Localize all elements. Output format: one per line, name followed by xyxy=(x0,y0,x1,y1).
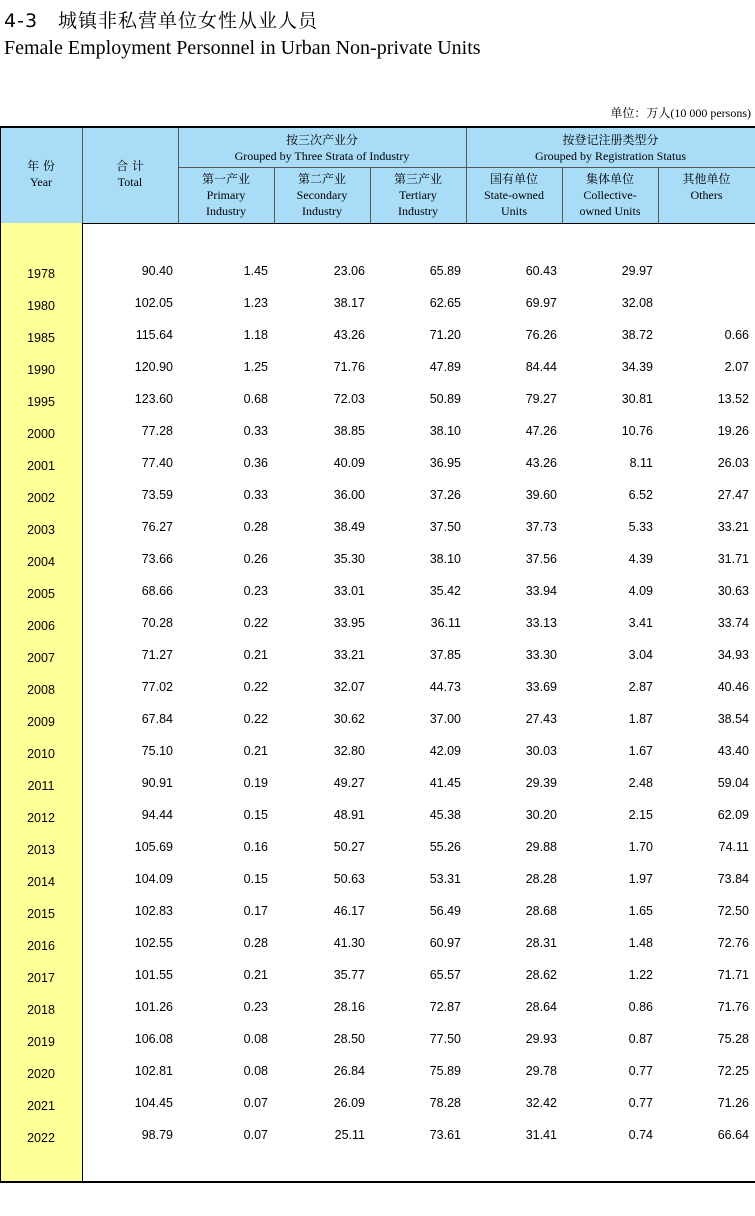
primary-cell: 0.22 xyxy=(243,712,268,726)
tertiary-cell: 35.42 xyxy=(429,584,461,598)
collective-cell: 0.87 xyxy=(628,1032,653,1046)
others-cell: 38.54 xyxy=(717,712,749,726)
header-collective xyxy=(562,171,658,219)
state-owned-cell: 33.30 xyxy=(525,648,557,662)
secondary-cell: 33.21 xyxy=(333,648,365,662)
collective-cell: 5.33 xyxy=(628,520,653,534)
table-row xyxy=(0,360,755,392)
table-row xyxy=(0,392,755,424)
secondary-cell: 38.49 xyxy=(333,520,365,534)
tertiary-cell: 62.65 xyxy=(429,296,461,310)
header-state-en: Units xyxy=(500,204,527,218)
primary-cell: 0.07 xyxy=(243,1128,268,1142)
secondary-cell: 38.85 xyxy=(333,424,365,438)
total-cell: 76.27 xyxy=(141,520,173,534)
state-owned-cell: 79.27 xyxy=(525,392,557,406)
header-year xyxy=(0,158,82,190)
others-cell: 33.74 xyxy=(717,616,749,630)
secondary-cell: 23.06 xyxy=(333,264,365,278)
primary-cell: 0.23 xyxy=(243,1000,268,1014)
table-row xyxy=(0,552,755,584)
table-row xyxy=(0,872,755,904)
collective-cell: 1.65 xyxy=(628,904,653,918)
collective-cell: 1.48 xyxy=(628,936,653,950)
collective-cell: 29.97 xyxy=(621,264,653,278)
others-cell: 30.63 xyxy=(717,584,749,598)
table-header xyxy=(0,128,755,223)
year-cell: 1990 xyxy=(27,363,55,377)
tertiary-cell: 56.49 xyxy=(429,904,461,918)
unit-note-english: (10 000 persons) xyxy=(670,106,751,120)
primary-cell: 0.07 xyxy=(243,1096,268,1110)
total-cell: 102.81 xyxy=(134,1064,173,1078)
total-cell: 102.83 xyxy=(134,904,173,918)
primary-cell: 1.45 xyxy=(243,264,268,278)
unit-note xyxy=(610,104,751,121)
header-others-cn: 其他单位 xyxy=(682,172,731,186)
others-cell: 26.03 xyxy=(717,456,749,470)
primary-cell: 0.08 xyxy=(243,1032,268,1046)
state-owned-cell: 33.94 xyxy=(525,584,557,598)
primary-cell: 0.15 xyxy=(243,872,268,886)
collective-cell: 2.87 xyxy=(628,680,653,694)
secondary-cell: 26.84 xyxy=(333,1064,365,1078)
table-row xyxy=(0,1032,755,1064)
year-cell: 2008 xyxy=(27,683,55,697)
table-row xyxy=(0,264,755,296)
total-cell: 77.02 xyxy=(141,680,173,694)
state-owned-cell: 29.93 xyxy=(525,1032,557,1046)
year-cell: 2001 xyxy=(27,459,55,473)
table-row xyxy=(0,456,755,488)
collective-cell: 6.52 xyxy=(628,488,653,502)
secondary-cell: 28.50 xyxy=(333,1032,365,1046)
tertiary-cell: 65.57 xyxy=(429,968,461,982)
secondary-cell: 48.91 xyxy=(333,808,365,822)
header-total-en: Total xyxy=(117,175,143,189)
state-owned-cell: 31.41 xyxy=(525,1128,557,1142)
header-secondary-cn: 第二产业 xyxy=(297,172,346,186)
table-row xyxy=(0,1128,755,1160)
year-cell: 2013 xyxy=(27,843,55,857)
collective-cell: 0.77 xyxy=(628,1064,653,1078)
others-cell: 13.52 xyxy=(717,392,749,406)
tertiary-cell: 77.50 xyxy=(429,1032,461,1046)
year-cell: 1978 xyxy=(27,267,55,281)
header-state-en: State-owned xyxy=(484,188,544,202)
year-cell: 1985 xyxy=(27,331,55,345)
total-cell: 102.05 xyxy=(134,296,173,310)
collective-cell: 1.87 xyxy=(628,712,653,726)
others-cell: 71.71 xyxy=(717,968,749,982)
header-year-cn: 年 份 xyxy=(27,159,55,173)
header-tertiary-en: Tertiary xyxy=(399,188,437,202)
state-owned-cell: 47.26 xyxy=(525,424,557,438)
collective-cell: 2.15 xyxy=(628,808,653,822)
state-owned-cell: 30.20 xyxy=(525,808,557,822)
state-owned-cell: 29.78 xyxy=(525,1064,557,1078)
others-cell: 71.76 xyxy=(717,1000,749,1014)
table-row xyxy=(0,904,755,936)
tertiary-cell: 55.26 xyxy=(429,840,461,854)
primary-cell: 0.28 xyxy=(243,936,268,950)
total-cell: 77.28 xyxy=(141,424,173,438)
total-cell: 68.66 xyxy=(141,584,173,598)
primary-cell: 0.68 xyxy=(243,392,268,406)
header-secondary-en: Secondary xyxy=(296,188,348,202)
collective-cell: 0.74 xyxy=(628,1128,653,1142)
tertiary-cell: 53.31 xyxy=(429,872,461,886)
table-row xyxy=(0,488,755,520)
tertiary-cell: 42.09 xyxy=(429,744,461,758)
others-cell: 33.21 xyxy=(717,520,749,534)
others-cell: 72.76 xyxy=(717,936,749,950)
total-cell: 70.28 xyxy=(141,616,173,630)
primary-cell: 0.22 xyxy=(243,616,268,630)
table-row xyxy=(0,1064,755,1096)
tertiary-cell: 47.89 xyxy=(429,360,461,374)
state-owned-cell: 28.31 xyxy=(525,936,557,950)
total-cell: 104.09 xyxy=(134,872,173,886)
collective-cell: 3.04 xyxy=(628,648,653,662)
primary-cell: 0.21 xyxy=(243,648,268,662)
state-owned-cell: 69.97 xyxy=(525,296,557,310)
header-tertiary-en: Industry xyxy=(398,204,438,218)
secondary-cell: 50.63 xyxy=(333,872,365,886)
tertiary-cell: 78.28 xyxy=(429,1096,461,1110)
year-cell: 2003 xyxy=(27,523,55,537)
primary-cell: 0.19 xyxy=(243,776,268,790)
header-strata-en: Grouped by Three Strata of Industry xyxy=(234,149,410,163)
secondary-cell: 50.27 xyxy=(333,840,365,854)
tertiary-cell: 44.73 xyxy=(429,680,461,694)
year-cell: 2000 xyxy=(27,427,55,441)
tertiary-cell: 36.95 xyxy=(429,456,461,470)
total-cell: 105.69 xyxy=(134,840,173,854)
header-secondary xyxy=(274,171,370,219)
total-cell: 102.55 xyxy=(134,936,173,950)
secondary-cell: 46.17 xyxy=(333,904,365,918)
others-cell: 31.71 xyxy=(717,552,749,566)
table-row xyxy=(0,584,755,616)
others-cell: 43.40 xyxy=(717,744,749,758)
tertiary-cell: 37.85 xyxy=(429,648,461,662)
tertiary-cell: 72.87 xyxy=(429,1000,461,1014)
secondary-cell: 32.07 xyxy=(333,680,365,694)
table-row xyxy=(0,744,755,776)
others-cell: 62.09 xyxy=(717,808,749,822)
table-row xyxy=(0,520,755,552)
header-strata-group xyxy=(178,132,466,164)
table-bottom-rule xyxy=(0,1181,755,1183)
year-cell: 2021 xyxy=(27,1099,55,1113)
primary-cell: 0.36 xyxy=(243,456,268,470)
year-cell: 2015 xyxy=(27,907,55,921)
table-row xyxy=(0,712,755,744)
total-cell: 101.26 xyxy=(134,1000,173,1014)
tertiary-cell: 37.50 xyxy=(429,520,461,534)
tertiary-cell: 50.89 xyxy=(429,392,461,406)
tertiary-cell: 75.89 xyxy=(429,1064,461,1078)
collective-cell: 0.86 xyxy=(628,1000,653,1014)
others-cell: 72.50 xyxy=(717,904,749,918)
state-owned-cell: 28.64 xyxy=(525,1000,557,1014)
state-owned-cell: 39.60 xyxy=(525,488,557,502)
header-tertiary-cn: 第三产业 xyxy=(393,172,442,186)
header-total xyxy=(82,158,178,190)
table-row xyxy=(0,808,755,840)
primary-cell: 0.33 xyxy=(243,424,268,438)
total-cell: 123.60 xyxy=(134,392,173,406)
others-cell: 34.93 xyxy=(717,648,749,662)
collective-cell: 30.81 xyxy=(621,392,653,406)
header-total-cn: 合 计 xyxy=(116,159,144,173)
primary-cell: 1.25 xyxy=(243,360,268,374)
others-cell: 74.11 xyxy=(718,840,749,854)
state-owned-cell: 60.43 xyxy=(525,264,557,278)
collective-cell: 32.08 xyxy=(621,296,653,310)
state-owned-cell: 43.26 xyxy=(525,456,557,470)
year-cell: 2019 xyxy=(27,1035,55,1049)
collective-cell: 10.76 xyxy=(621,424,653,438)
year-cell: 2018 xyxy=(27,1003,55,1017)
year-cell: 1995 xyxy=(27,395,55,409)
others-cell: 2.07 xyxy=(724,360,749,374)
secondary-cell: 40.09 xyxy=(333,456,365,470)
primary-cell: 0.16 xyxy=(243,840,268,854)
others-cell: 0.66 xyxy=(724,328,749,342)
total-cell: 73.59 xyxy=(141,488,173,502)
year-cell: 2011 xyxy=(27,779,55,793)
others-cell: 27.47 xyxy=(717,488,749,502)
secondary-cell: 25.11 xyxy=(334,1128,365,1142)
collective-cell: 4.39 xyxy=(628,552,653,566)
tertiary-cell: 45.38 xyxy=(429,808,461,822)
year-cell: 2017 xyxy=(27,971,55,985)
collective-cell: 38.72 xyxy=(621,328,653,342)
table-row xyxy=(0,328,755,360)
total-cell: 75.10 xyxy=(141,744,173,758)
year-cell: 2005 xyxy=(27,587,55,601)
header-state-owned xyxy=(466,171,562,219)
header-tertiary xyxy=(370,171,466,219)
secondary-cell: 33.01 xyxy=(333,584,365,598)
year-cell: 2007 xyxy=(27,651,55,665)
table-row xyxy=(0,648,755,680)
state-owned-cell: 28.68 xyxy=(525,904,557,918)
table-row xyxy=(0,296,755,328)
year-cell: 2020 xyxy=(27,1067,55,1081)
others-cell: 73.84 xyxy=(717,872,749,886)
others-cell: 59.04 xyxy=(717,776,749,790)
header-strata-cn: 按三次产业分 xyxy=(285,133,358,147)
primary-cell: 0.21 xyxy=(243,744,268,758)
others-cell: 71.26 xyxy=(717,1096,749,1110)
secondary-cell: 28.16 xyxy=(333,1000,365,1014)
primary-cell: 0.17 xyxy=(243,904,268,918)
primary-cell: 1.23 xyxy=(243,296,268,310)
tertiary-cell: 37.00 xyxy=(429,712,461,726)
header-collective-en: owned Units xyxy=(579,204,641,218)
state-owned-cell: 28.62 xyxy=(525,968,557,982)
header-secondary-en: Industry xyxy=(302,204,342,218)
tertiary-cell: 41.45 xyxy=(429,776,461,790)
table-row xyxy=(0,1096,755,1128)
table-row xyxy=(0,936,755,968)
secondary-cell: 30.62 xyxy=(333,712,365,726)
header-collective-en: Collective- xyxy=(583,188,637,202)
secondary-cell: 33.95 xyxy=(333,616,365,630)
year-cell: 1980 xyxy=(27,299,55,313)
tertiary-cell: 38.10 xyxy=(429,552,461,566)
collective-cell: 0.77 xyxy=(628,1096,653,1110)
others-cell: 72.25 xyxy=(717,1064,749,1078)
collective-cell: 8.11 xyxy=(629,456,653,470)
state-owned-cell: 30.03 xyxy=(525,744,557,758)
total-cell: 90.91 xyxy=(141,776,173,790)
secondary-cell: 26.09 xyxy=(333,1096,365,1110)
table-title-chinese: 4-3 城镇非私营单位女性从业人员 xyxy=(4,10,319,32)
total-cell: 73.66 xyxy=(141,552,173,566)
collective-cell: 2.48 xyxy=(628,776,653,790)
header-primary xyxy=(178,171,274,219)
secondary-cell: 41.30 xyxy=(333,936,365,950)
others-cell: 66.64 xyxy=(717,1128,749,1142)
collective-cell: 1.97 xyxy=(628,872,653,886)
total-cell: 71.27 xyxy=(141,648,173,662)
primary-cell: 0.33 xyxy=(243,488,268,502)
collective-cell: 1.70 xyxy=(628,840,653,854)
header-registration-cn: 按登记注册类型分 xyxy=(562,133,659,147)
year-cell: 2022 xyxy=(27,1131,55,1145)
collective-cell: 1.67 xyxy=(628,744,653,758)
year-cell: 2016 xyxy=(27,939,55,953)
header-collective-cn: 集体单位 xyxy=(585,172,634,186)
state-owned-cell: 33.69 xyxy=(525,680,557,694)
secondary-cell: 43.26 xyxy=(333,328,365,342)
total-cell: 98.79 xyxy=(141,1128,173,1142)
state-owned-cell: 33.13 xyxy=(525,616,557,630)
state-owned-cell: 37.73 xyxy=(525,520,557,534)
total-cell: 115.64 xyxy=(135,328,173,342)
unit-note-chinese: 单位：万人 xyxy=(610,106,671,120)
header-primary-en: Industry xyxy=(206,204,246,218)
tertiary-cell: 36.11 xyxy=(430,616,461,630)
year-cell: 2002 xyxy=(27,491,55,505)
primary-cell: 0.22 xyxy=(243,680,268,694)
table-title-english: Female Employment Personnel in Urban Non-private Units xyxy=(4,37,481,59)
total-cell: 106.08 xyxy=(134,1032,173,1046)
state-owned-cell: 32.42 xyxy=(525,1096,557,1110)
year-cell: 2006 xyxy=(27,619,55,633)
total-cell: 101.55 xyxy=(134,968,173,982)
state-owned-cell: 37.56 xyxy=(525,552,557,566)
tertiary-cell: 65.89 xyxy=(429,264,461,278)
secondary-cell: 32.80 xyxy=(333,744,365,758)
header-registration-group xyxy=(466,132,755,164)
secondary-cell: 35.77 xyxy=(333,968,365,982)
table-row xyxy=(0,1000,755,1032)
header-others xyxy=(658,171,755,203)
collective-cell: 1.22 xyxy=(628,968,653,982)
state-owned-cell: 84.44 xyxy=(525,360,557,374)
header-year-en: Year xyxy=(29,175,53,189)
total-cell: 94.44 xyxy=(141,808,173,822)
header-divider xyxy=(178,167,755,168)
collective-cell: 34.39 xyxy=(621,360,653,374)
tertiary-cell: 38.10 xyxy=(429,424,461,438)
primary-cell: 0.23 xyxy=(243,584,268,598)
state-owned-cell: 76.26 xyxy=(525,328,557,342)
total-cell: 77.40 xyxy=(141,456,173,470)
collective-cell: 4.09 xyxy=(628,584,653,598)
header-others-en: Others xyxy=(690,188,723,202)
secondary-cell: 38.17 xyxy=(333,296,365,310)
tertiary-cell: 37.26 xyxy=(429,488,461,502)
year-cell: 2012 xyxy=(27,811,55,825)
secondary-cell: 35.30 xyxy=(333,552,365,566)
year-cell: 2004 xyxy=(27,555,55,569)
secondary-cell: 71.76 xyxy=(333,360,365,374)
state-owned-cell: 27.43 xyxy=(525,712,557,726)
primary-cell: 1.18 xyxy=(243,328,268,342)
table-row xyxy=(0,616,755,648)
tertiary-cell: 60.97 xyxy=(429,936,461,950)
primary-cell: 0.08 xyxy=(243,1064,268,1078)
table-row xyxy=(0,840,755,872)
table-row xyxy=(0,776,755,808)
collective-cell: 3.41 xyxy=(628,616,653,630)
header-registration-en: Grouped by Registration Status xyxy=(535,149,686,163)
secondary-cell: 72.03 xyxy=(333,392,365,406)
total-cell: 120.90 xyxy=(134,360,173,374)
total-cell: 67.84 xyxy=(141,712,173,726)
tertiary-cell: 73.61 xyxy=(429,1128,461,1142)
others-cell: 40.46 xyxy=(717,680,749,694)
others-cell: 19.26 xyxy=(717,424,749,438)
table-row xyxy=(0,680,755,712)
primary-cell: 0.15 xyxy=(243,808,268,822)
header-state-cn: 国有单位 xyxy=(489,172,538,186)
table-row xyxy=(0,968,755,1000)
header-primary-en: Primary xyxy=(206,188,246,202)
primary-cell: 0.21 xyxy=(243,968,268,982)
state-owned-cell: 28.28 xyxy=(525,872,557,886)
secondary-cell: 49.27 xyxy=(333,776,365,790)
total-cell: 90.40 xyxy=(141,264,173,278)
state-owned-cell: 29.88 xyxy=(525,840,557,854)
others-cell: 75.28 xyxy=(717,1032,749,1046)
year-cell: 2010 xyxy=(27,747,55,761)
state-owned-cell: 29.39 xyxy=(525,776,557,790)
year-cell: 2014 xyxy=(27,875,55,889)
tertiary-cell: 71.20 xyxy=(429,328,461,342)
total-cell: 104.45 xyxy=(134,1096,173,1110)
primary-cell: 0.28 xyxy=(243,520,268,534)
table-row xyxy=(0,424,755,456)
header-bottom-rule xyxy=(0,223,755,224)
header-primary-cn: 第一产业 xyxy=(201,172,250,186)
secondary-cell: 36.00 xyxy=(333,488,365,502)
year-cell: 2009 xyxy=(27,715,55,729)
primary-cell: 0.26 xyxy=(243,552,268,566)
